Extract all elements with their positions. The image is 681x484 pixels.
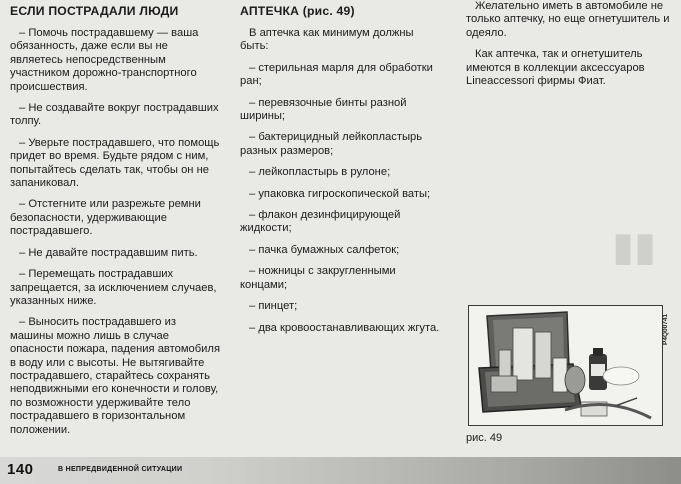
first-aid-kit-photo (468, 305, 663, 426)
paragraph: – Помочь пострадавшему — ваша обязанность, даже если вы не являетесь непосредственным участником дорожно-транспортного происшествия. (10, 27, 199, 93)
list-item: – бактерицидный лейкопластырь разных размеров; (240, 131, 423, 157)
list-item: – упаковка гигроскопической ваты; (249, 187, 431, 200)
page-number: 140 (7, 461, 34, 478)
paragraph: – Выносить пострадавшего из машины можно лишь в случае опасности пожара, падения автомобиля в воду или с высоты. Не вытягивайте пострадавшего, старайтесь сохранять неподвижными его конечности и голову, по возможности удерживайте тело пострадавшего в горизонтальном положении. (10, 316, 221, 436)
paragraph: Как аптечка, так и огнетушитель имеются в коллекции аксессуаров Lineaccessori фирмы Фиат. (466, 48, 645, 88)
paragraph: – Перемещать пострадавших запрещается, за исключением случаев, указанных ниже. (10, 268, 217, 307)
paragraph: – Не создавайте вокруг пострадавших толпу. (10, 102, 219, 128)
list-item: – лейкопластырь в рулоне; (249, 166, 391, 179)
heading-first-aid-kit: АПТЕЧКА (рис. 49) (240, 4, 355, 18)
list-item: – пинцет; (249, 300, 298, 313)
list-item: – ножницы с закругленными концами; (240, 265, 396, 291)
paragraph: – Уверьте пострадавшего, что помощь придет во время. Будьте рядом с ним, попытайтесь сделать так, чтобы он не запаниковал. (10, 136, 220, 190)
first-aid-kit-illustration (469, 306, 662, 425)
left-column (10, 0, 222, 445)
list-item: – стерильная марля для обработки ран; (240, 61, 433, 88)
right-column (466, 0, 671, 96)
paragraph: – Отстегните или разрежьте ремни безопасности, удерживающие пострадавшего. (10, 198, 201, 238)
figure-caption: рис. 49 (466, 432, 503, 444)
figure-code: P4Q00741 (662, 313, 669, 345)
intro-paragraph: В аптечка как минимум должны быть: (240, 27, 414, 53)
paragraph: Желательно иметь в автомобиле не только аптечку, но еще огнетушитель и одеяло. (466, 0, 670, 39)
paragraph: – Не давайте пострадавшим пить. (19, 246, 198, 259)
middle-column (240, 0, 445, 343)
heading-injured: ЕСЛИ ПОСТРАДАЛИ ЛЮДИ (10, 4, 179, 18)
section-title: В НЕПРЕДВИДЕННОЙ СИТУАЦИИ (58, 466, 183, 473)
list-item: – два кровоостанавливающих жгута. (249, 321, 440, 334)
faded-background-mark: ▮▮ (612, 225, 657, 269)
list-item: – пачка бумажных салфеток; (249, 243, 400, 256)
list-item: – флакон дезинфицирующей жидкости; (240, 209, 401, 235)
list-item: – перевязочные бинты разной ширины; (240, 96, 407, 123)
